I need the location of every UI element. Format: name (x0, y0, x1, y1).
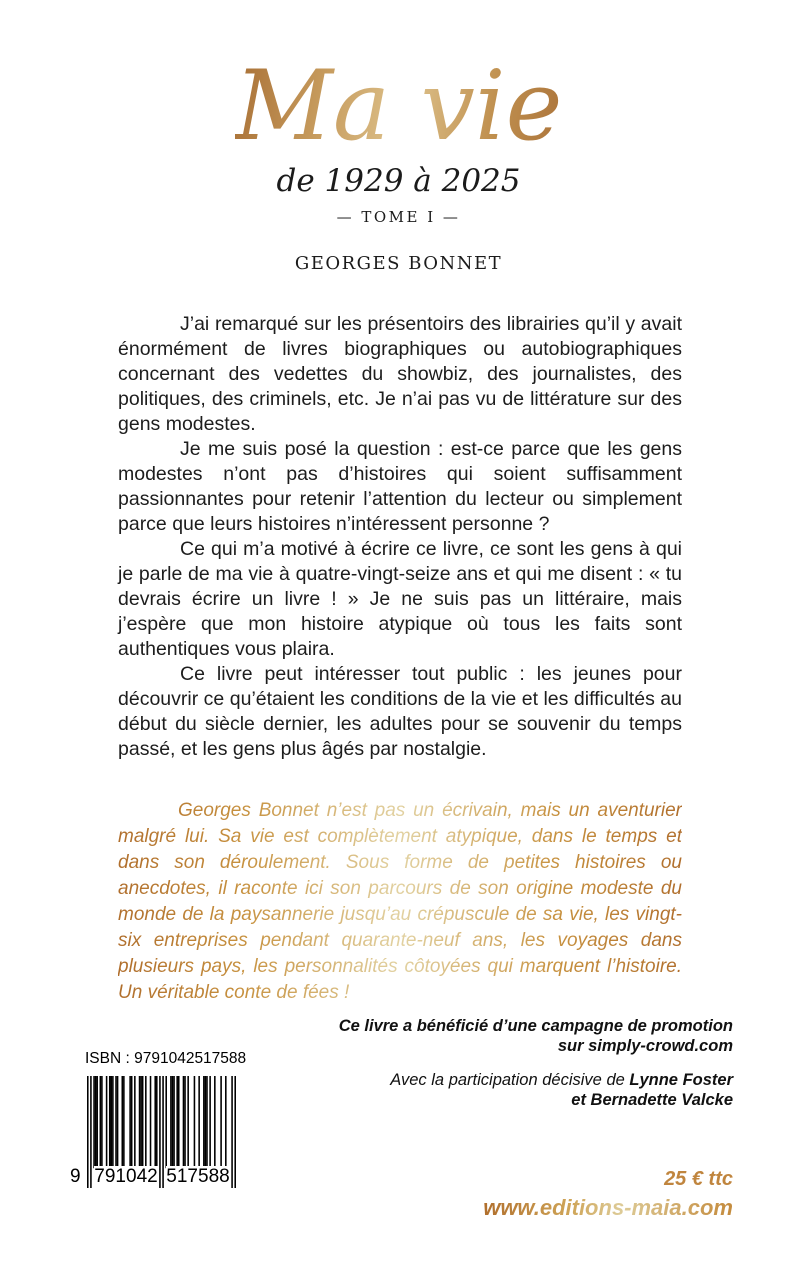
promo-campaign-line1: Ce livre a bénéficié d’une campagne de promotion (338, 1017, 733, 1035)
synopsis (118, 312, 682, 762)
promo-credit-line1 (339, 1070, 733, 1090)
author-bio-text: Georges Bonnet n’est pas un écrivain, mais un aventurier malgré lui. Sa vie est complètement atypique, dans le temps et dans son déroulement. Sous forme de petites histoires ou anecdotes, il raconte ici son parcours de son origine modeste du monde de la paysannerie jusqu’au crépuscule de sa vie, les vingt-six entreprises pendant quarante-neuf ans, les voyages dans plusieurs pays, les personnalités côtoyées qui marquent l’histoire. Un véritable conte de fées ! (118, 798, 682, 1006)
isbn-label: ISBN : 9791042517588 (85, 1050, 247, 1067)
ean13-barcode (70, 1076, 239, 1208)
barcode-digit-first: 9 (70, 1166, 81, 1187)
masthead (0, 0, 797, 274)
synopsis-paragraph-3: Ce qui m’a motivé à écrire ce livre, ce sont les gens à qui je parle de ma vie à quatre-vingt-seize ans et qui me disent : « tu devrais écrire un livre ! » Je ne suis pas un littéraire, mais j’espère que mon histoire atypique où tous les faits sont authentiques vous plaira. (118, 538, 682, 660)
barcode-digit-group1: 791042 (94, 1166, 158, 1187)
promo-credits (339, 1070, 733, 1110)
barcode-digits (70, 1166, 239, 1190)
price: 25 € ttc (664, 1168, 733, 1190)
promo-campaign-line2: sur simply-crowd.com (557, 1037, 733, 1055)
publisher-website: www.editions-maia.com (483, 1195, 733, 1220)
isbn-block (70, 1050, 247, 1208)
promo-credit-line2: et Bernadette Valcke (571, 1091, 733, 1109)
credit-prefix: Avec la participation décisive de (390, 1071, 630, 1089)
synopsis-paragraph-1: J’ai remarqué sur les présentoirs des librairies qu’il y avait énormément de livres biographiques ou autobiographiques concernant des vedettes du showbiz, des journalistes, des politiques, des criminels, etc. Je n’ai pas vu de littérature sur des gens modestes. (118, 313, 682, 435)
author-bio (118, 798, 682, 1006)
synopsis-paragraph-4: Ce livre peut intéresser tout public : les jeunes pour découvrir ce qu’étaient les conditions de la vie et les difficultés au début du siècle dernier, les adultes pour se souvenir du temps passé, et les gens plus âgés par nostalgie. (118, 663, 682, 760)
book-subtitle: de 1929 à 2025 (276, 163, 521, 199)
promotion-note (339, 1016, 733, 1110)
author-name: GEORGES BONNET (294, 253, 503, 274)
promo-campaign (339, 1016, 733, 1056)
footer-right (483, 1168, 733, 1221)
volume-label: — TOME I — (336, 208, 461, 226)
book-title: Ma vie (234, 50, 563, 162)
credit-name-1: Lynne Foster (629, 1071, 733, 1089)
barcode-digit-group2: 517588 (166, 1166, 230, 1187)
synopsis-paragraph-2: Je me suis posé la question : est-ce parce que les gens modestes n’ont pas d’histoires qui soient suffisamment passionnantes pour retenir l’attention du lecteur ou simplement parce que leurs histoires n’intéressent personne ? (118, 438, 682, 535)
